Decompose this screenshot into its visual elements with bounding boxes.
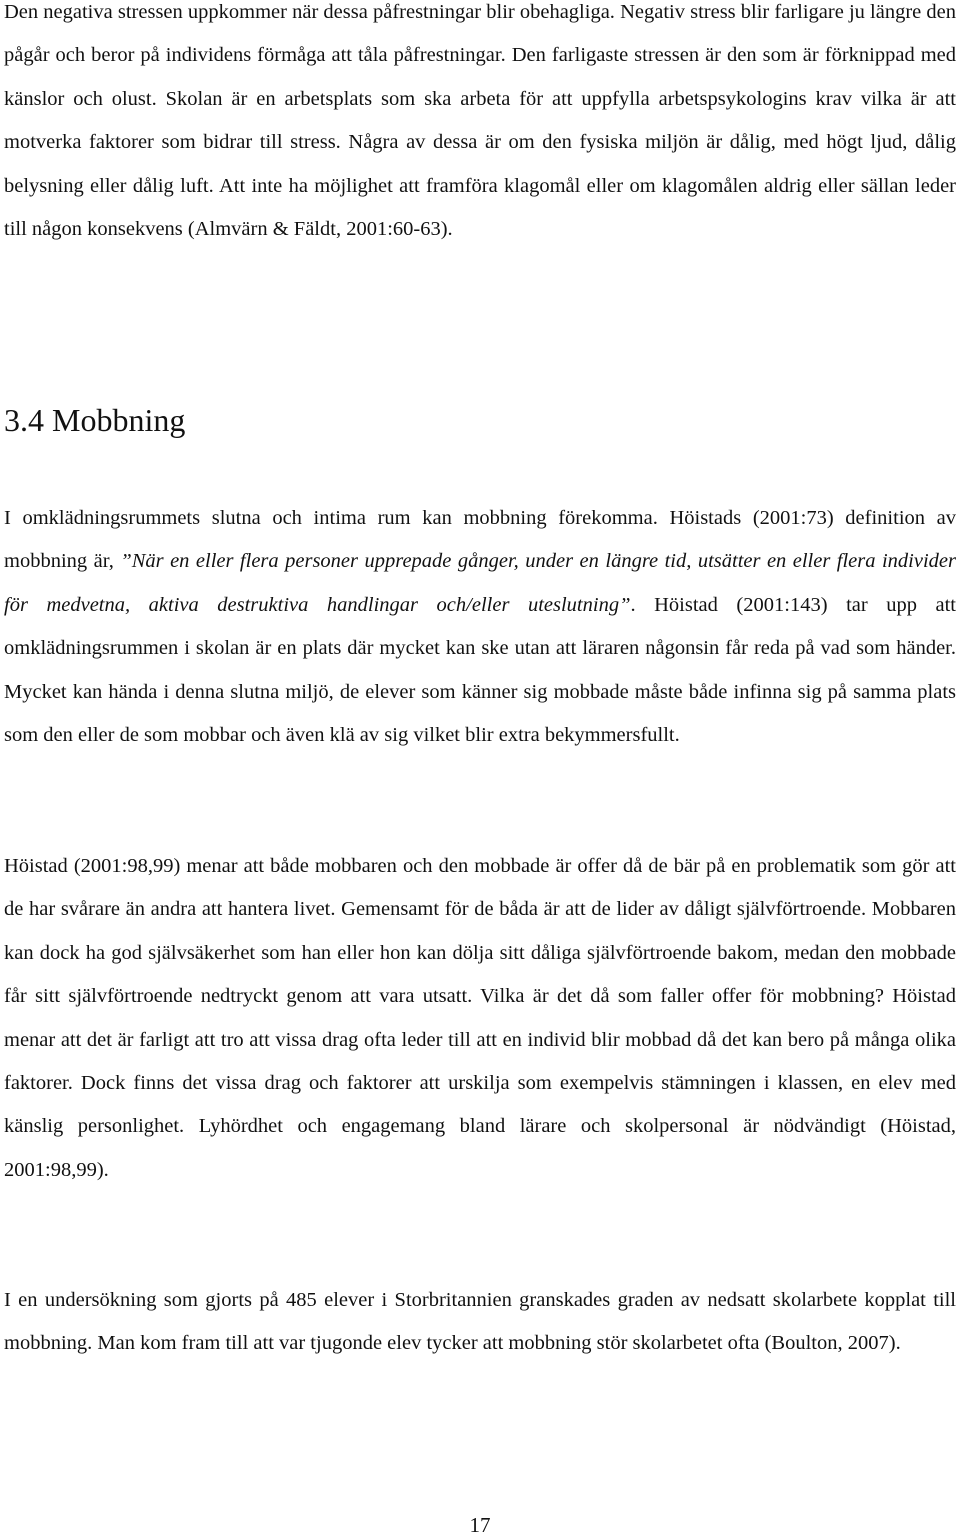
paragraph-stress: Den negativa stressen uppkommer när dessa påfrestningar blir obehagliga. Negativ stress blir farligare ju längre den pågår och beror på individens förmåga att tåla påfrestningar. Den farligaste stressen är den som är förknippad med känslor och olust. Skolan är en arbetsplats som ska arbeta för att uppfylla arbetspsykologins krav vilka är att motverka faktorer som bidrar till stress. Några av dessa är om den fysiska miljön är dålig, med högt ljud, dålig belysning eller dålig luft. Att inte ha möjlighet att framföra klagomål eller om klagomålen aldrig eller sällan leder till någon konsekvens (Almvärn & Fäldt, 2001:60-63). — [4, 1, 956, 241]
definition-quote: ”När en eller flera personer upprepade gånger, under en längre tid, utsätter en eller flera individer för medvetna, aktiva destruktiva handlingar och/eller uteslutning” — [4, 550, 956, 616]
definition-rest-text: . Höistad (2001:143) tar upp att omklädningsrummen i skolan är en plats där mycket kan ske utan att läraren någonsin får reda på vad som händer. Mycket kan hända i denna slutna miljö, de elever som känner sig mobbade måste både infinna sig på samma plats som den eller de som mobbar och även klä av sig vilket blir extra bekymmersfullt. — [4, 593, 956, 747]
paragraph-undersokning: I en undersökning som gjorts på 485 elever i Storbritannien granskades graden av nedsatt skolarbete kopplat till mobbning. Man kom fram till att var tjugonde elev tycker att mobbning stör skolarbetet ofta (Boulton, 2007). — [4, 1289, 956, 1355]
paragraph-mobbare-offer: Höistad (2001:98,99) menar att både mobbaren och den mobbade är offer då de bär på en problematik som gör att de har svårare än andra att hantera livet. Gemensamt för de båda är att de lider av dåligt självförtroende. Mobbaren kan dock ha god självsäkerhet som han eller hon kan dölja sitt dåliga självförtroende bakom, medan den mobbade får sitt självförtroende nedtryckt genom att vara utsatt. Vilka är det då som faller offer för mobbning? Höistad menar att det är farligt att tro att vissa drag ofta leder till att en individ blir mobbad då det kan bero på många olika faktorer. Dock finns det vissa drag och faktorer att urskilja som exempelvis stämningen i klassen, en elev med känslig personlighet. Lyhördhet och engagemang bland lärare och skolpersonal är nödvändigt (Höistad, 2001:98,99). — [4, 855, 956, 1181]
paragraph-mobbning-definition — [4, 497, 956, 757]
section-heading-mobbning: 3.4 Mobbning — [4, 402, 186, 438]
definition-intro-text: I omklädningsrummets slutna och intima rum kan mobbning förekomma. Höistads (2001:73) definition av mobbning är, — [4, 507, 956, 573]
page-number: 17 — [469, 1513, 491, 1537]
